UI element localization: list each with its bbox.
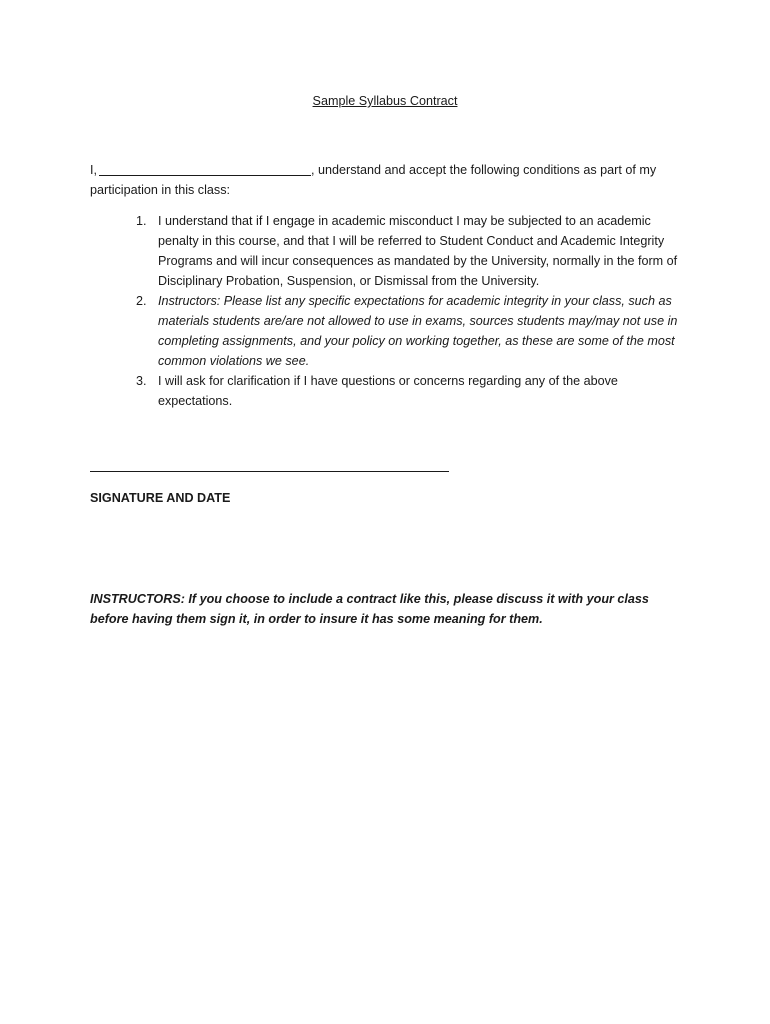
instructor-note: INSTRUCTORS: If you choose to include a contract like this, please discuss it with your class before having them sign it, in order to insure it has some meaning for them. <box>90 592 649 626</box>
list-item-text: I understand that if I engage in academic misconduct I may be subjected to an academic penalty in this course, and that I will be referred to Student Conduct and Academic Integrity Programs and will incur consequences as mandated by the University, normally in the form of Disciplinary Probation, Suspension, or Dismissal from the University. <box>158 214 678 288</box>
list-item-text: I will ask for clarification if I have questions or concerns regarding any of the above expectations. <box>158 374 618 408</box>
list-item <box>90 211 690 291</box>
intro-prefix: I, <box>90 163 97 177</box>
conditions-list <box>90 211 690 411</box>
document-title: Sample Syllabus Contract <box>312 94 458 108</box>
list-item-number: 2. <box>136 294 147 308</box>
list-item <box>90 291 690 371</box>
name-blank-line[interactable] <box>99 163 311 176</box>
list-item-number: 3. <box>136 374 147 388</box>
list-item <box>90 371 690 411</box>
intro-paragraph <box>90 160 690 200</box>
intro-suffix: , understand and accept the following conditions as part of my participation in this class: <box>90 163 657 197</box>
list-item-number: 1. <box>136 214 147 228</box>
list-item-text: Instructors: Please list any specific expectations for academic integrity in your class, such as materials students are/are not allowed to use in exams, sources students may/may not use in completing assignments, and your policy on working together, as these are some of the most common violations we see. <box>158 294 678 368</box>
signature-label: SIGNATURE AND DATE <box>90 491 231 505</box>
signature-line[interactable] <box>90 471 449 472</box>
